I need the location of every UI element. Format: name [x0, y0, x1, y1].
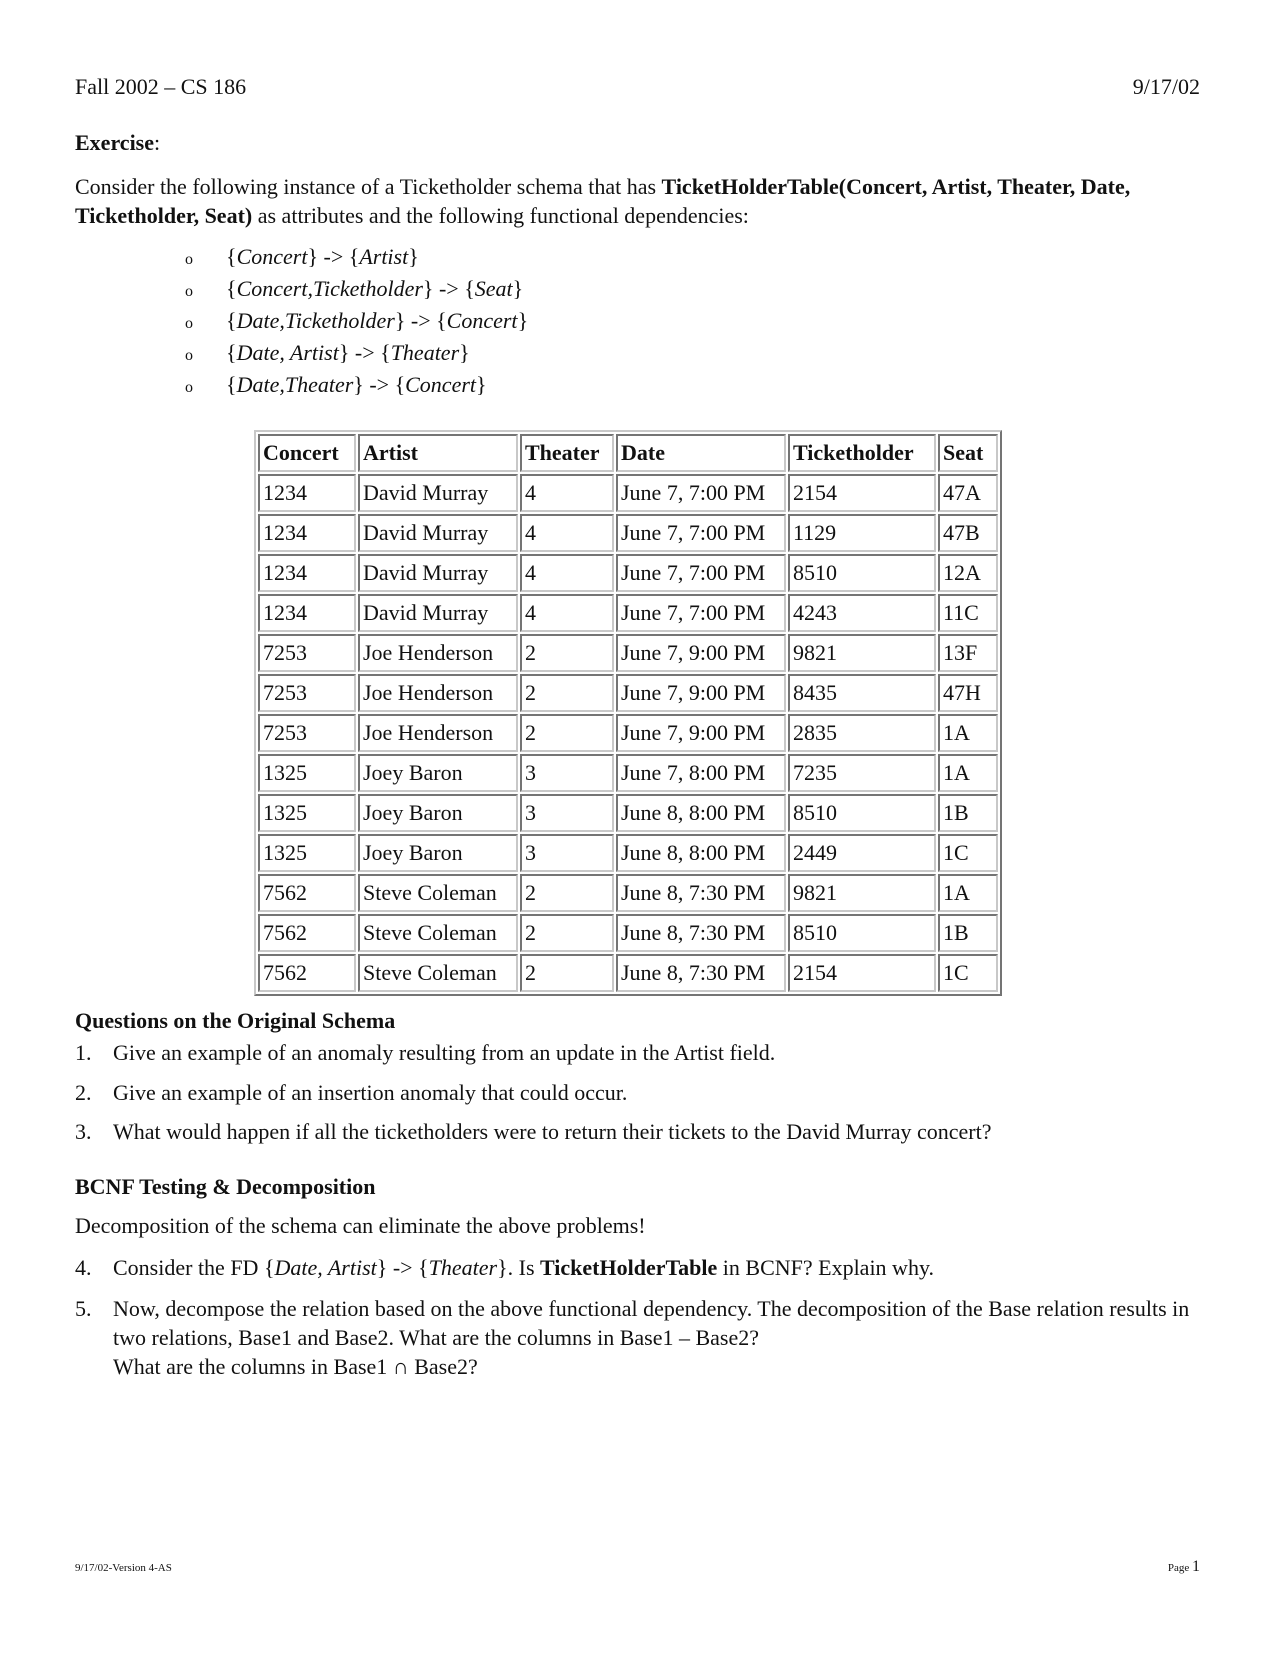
table-cell: 1234 [258, 474, 356, 512]
table-cell: David Murray [358, 594, 518, 632]
table-cell: 4243 [788, 594, 936, 632]
table-cell: 7562 [258, 874, 356, 912]
table-row [258, 754, 998, 792]
column-header: Ticketholder [788, 434, 936, 472]
table-cell: 1234 [258, 514, 356, 552]
table-cell: David Murray [358, 474, 518, 512]
table-cell: David Murray [358, 554, 518, 592]
functional-dependency: o {Date, Artist} -> {Theater} [185, 338, 528, 370]
course-header: Fall 2002 – CS 186 [75, 74, 247, 99]
table-cell: June 8, 8:00 PM [616, 834, 786, 872]
table-cell: 2154 [788, 954, 936, 992]
schema-name: TicketHolderTable(Concert, Artist, Theater, Date, Ticketholder, Seat) [75, 174, 1131, 228]
table-cell: Joe Henderson [358, 674, 518, 712]
table-cell: 12A [938, 554, 998, 592]
table-cell: 4 [520, 514, 614, 552]
decomposition-note: Decomposition of the schema can eliminate the above problems! [75, 1213, 646, 1238]
table-cell: June 8, 7:30 PM [616, 914, 786, 952]
table-cell: 1A [938, 714, 998, 752]
column-header: Theater [520, 434, 614, 472]
table-cell: 9821 [788, 874, 936, 912]
table-row [258, 474, 998, 512]
table-cell: 7253 [258, 674, 356, 712]
table-cell: 8510 [788, 914, 936, 952]
bullet-icon: o [185, 347, 193, 364]
functional-dependency: o {Concert} -> {Artist} [185, 242, 528, 274]
table-row [258, 674, 998, 712]
table-cell: 1B [938, 794, 998, 832]
table-cell: 2 [520, 914, 614, 952]
table-cell: 9821 [788, 634, 936, 672]
table-cell: June 7, 8:00 PM [616, 754, 786, 792]
table-cell: Steve Coleman [358, 954, 518, 992]
table-cell: 1325 [258, 794, 356, 832]
table-cell: June 7, 7:00 PM [616, 514, 786, 552]
table-cell: 8510 [788, 554, 936, 592]
section-title-original-schema: Questions on the Original Schema [75, 1008, 396, 1033]
table-cell: 1A [938, 874, 998, 912]
table-cell: June 7, 7:00 PM [616, 474, 786, 512]
table-cell: 4 [520, 594, 614, 632]
table-cell: David Murray [358, 514, 518, 552]
table-cell: 7253 [258, 634, 356, 672]
table-cell: 1C [938, 834, 998, 872]
table-cell: June 8, 8:00 PM [616, 794, 786, 832]
table-cell: Steve Coleman [358, 874, 518, 912]
table-row [258, 834, 998, 872]
footer-version: 9/17/02-Version 4-AS [75, 1562, 172, 1574]
table-cell: 1234 [258, 594, 356, 632]
table-cell: 1129 [788, 514, 936, 552]
table-cell: 47H [938, 674, 998, 712]
table-cell: 13F [938, 634, 998, 672]
table-cell: June 7, 9:00 PM [616, 674, 786, 712]
table-cell: Joe Henderson [358, 714, 518, 752]
table-cell: 11C [938, 594, 998, 632]
table-cell: 2835 [788, 714, 936, 752]
functional-dependency: o {Date,Ticketholder} -> {Concert} [185, 306, 528, 338]
table-cell: 2154 [788, 474, 936, 512]
table-row [258, 514, 998, 552]
table-cell: June 7, 7:00 PM [616, 554, 786, 592]
functional-dependency: o {Concert,Ticketholder} -> {Seat} [185, 274, 528, 306]
column-header: Date [616, 434, 786, 472]
column-header: Concert [258, 434, 356, 472]
table-cell: 3 [520, 834, 614, 872]
ticketholder-table [254, 430, 1002, 996]
table-cell: 1A [938, 754, 998, 792]
bullet-icon: o [185, 315, 193, 332]
table-cell: June 7, 9:00 PM [616, 714, 786, 752]
section-title-bcnf: BCNF Testing & Decomposition [75, 1174, 376, 1199]
table-cell: Joey Baron [358, 754, 518, 792]
table-cell: 1325 [258, 754, 356, 792]
table-row [258, 954, 998, 992]
question-4: 4. Consider the FD {Date, Artist} -> {Theater}. Is TicketHolderTable in BCNF? Explain why. [75, 1255, 935, 1280]
column-header: Seat [938, 434, 998, 472]
table-cell: 2 [520, 874, 614, 912]
question-2: 2. Give an example of an insertion anomaly that could occur. [75, 1080, 628, 1105]
table-header-row [258, 434, 998, 472]
table-cell: June 7, 9:00 PM [616, 634, 786, 672]
table-cell: June 8, 7:30 PM [616, 874, 786, 912]
table-cell: June 8, 7:30 PM [616, 954, 786, 992]
table-row [258, 634, 998, 672]
table-cell: 1C [938, 954, 998, 992]
bullet-icon: o [185, 379, 193, 396]
table-cell: Joey Baron [358, 834, 518, 872]
footer-page-number: Page 1 [1167, 1558, 1200, 1575]
table-cell: Joey Baron [358, 794, 518, 832]
table-cell: 1B [938, 914, 998, 952]
table-row [258, 874, 998, 912]
table-cell: 7253 [258, 714, 356, 752]
table-row [258, 914, 998, 952]
table-cell: 7562 [258, 914, 356, 952]
table-cell: 8435 [788, 674, 936, 712]
table-row [258, 794, 998, 832]
table-cell: 1325 [258, 834, 356, 872]
table-cell: 2 [520, 714, 614, 752]
table-cell: 47A [938, 474, 998, 512]
question-1: 1. Give an example of an anomaly resulting from an update in the Artist field. [75, 1040, 776, 1065]
table-cell: 2 [520, 634, 614, 672]
table-cell: 4 [520, 474, 614, 512]
table-cell: 47B [938, 514, 998, 552]
table-cell: 1234 [258, 554, 356, 592]
table-cell: 2 [520, 674, 614, 712]
table-cell: June 7, 7:00 PM [616, 594, 786, 632]
table-cell: 7562 [258, 954, 356, 992]
exercise-heading: Exercise: [75, 130, 161, 155]
intro-paragraph: Consider the following instance of a Ticketholder schema that has TicketHolderTable(Concert, Artist, Theater, Date, Ticketholder, Seat) as attributes and the following functional dependencies: [75, 174, 1131, 228]
question-3: 3. What would happen if all the ticketholders were to return their tickets to the David Murray concert? [75, 1119, 992, 1144]
table-cell: Steve Coleman [358, 914, 518, 952]
table-row [258, 554, 998, 592]
table-cell: 3 [520, 794, 614, 832]
table-cell: 8510 [788, 794, 936, 832]
table-cell: Joe Henderson [358, 634, 518, 672]
column-header: Artist [358, 434, 518, 472]
table-row [258, 594, 998, 632]
header-date: 9/17/02 [1132, 74, 1200, 99]
table-cell: 3 [520, 754, 614, 792]
table-cell: 4 [520, 554, 614, 592]
functional-dependency: o {Date,Theater} -> {Concert} [185, 370, 528, 402]
bullet-icon: o [185, 251, 193, 268]
table-cell: 7235 [788, 754, 936, 792]
functional-dependency-list [185, 242, 528, 402]
table-cell: 2 [520, 954, 614, 992]
bullet-icon: o [185, 283, 193, 300]
table-cell: 2449 [788, 834, 936, 872]
table-row [258, 714, 998, 752]
question-5: 5. Now, decompose the relation based on the above functional dependency. The decomposition of the Base relation results in two relations, Base1 and Base2. What are the columns in Base1 – Base2? What are the columns in Base1 ∩ Base2? [75, 1296, 1190, 1379]
